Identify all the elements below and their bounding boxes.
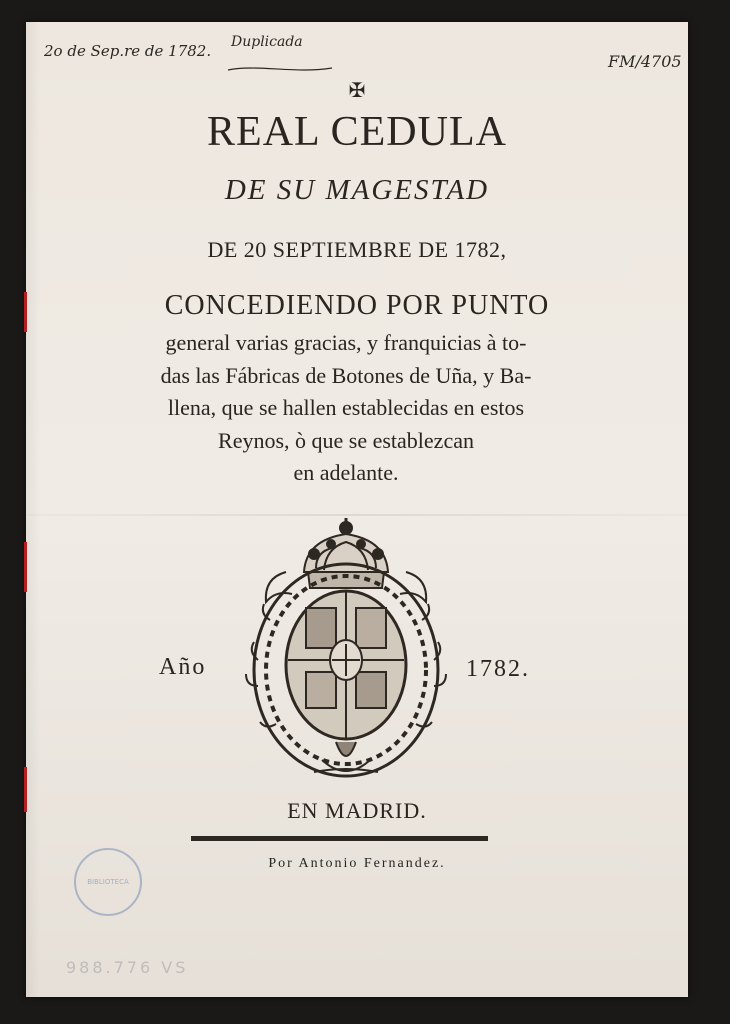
year-label: Año bbox=[159, 654, 207, 680]
document-subtitle: DE SU MAGESTAD bbox=[224, 174, 490, 206]
body-line: das las Fábricas de Botones de Uña, y Ba- bbox=[160, 362, 532, 388]
concession-heading: CONCEDIENDO POR PUNTO bbox=[164, 290, 550, 321]
publication-place: EN MADRID. bbox=[287, 798, 427, 823]
handwritten-date-note: 2o de Sep.re de 1782. bbox=[44, 42, 212, 60]
handwritten-duplicate-note: Duplicada bbox=[231, 34, 303, 50]
cross-mark-icon: ✠ bbox=[348, 78, 366, 102]
document-page bbox=[26, 22, 688, 997]
document-title: REAL CEDULA bbox=[207, 109, 507, 155]
binding-thread bbox=[24, 542, 27, 592]
printer-name: Por Antonio Fernandez. bbox=[268, 856, 446, 871]
royal-coat-of-arms-icon bbox=[236, 510, 456, 785]
divider-rule bbox=[191, 836, 488, 841]
handwritten-underline bbox=[226, 62, 336, 76]
body-line: general varias gracias, y franquicias à to- bbox=[165, 330, 527, 355]
body-text bbox=[131, 327, 561, 490]
year-value: 1782. bbox=[466, 656, 530, 682]
body-line: Reynos, ò que se establezcan bbox=[218, 427, 474, 453]
body-line: en adelante. bbox=[293, 460, 399, 485]
date-line: DE 20 SEPTIEMBRE DE 1782, bbox=[207, 237, 507, 262]
faint-catalog-number: 988.776 VS bbox=[66, 958, 189, 977]
stamp-text: BIBLIOTECA bbox=[87, 878, 129, 886]
body-line: llena, que se hallen establecidas en estos bbox=[167, 395, 525, 420]
handwritten-catalog-number: FM/4705 bbox=[608, 52, 682, 71]
library-stamp-icon bbox=[74, 848, 142, 916]
